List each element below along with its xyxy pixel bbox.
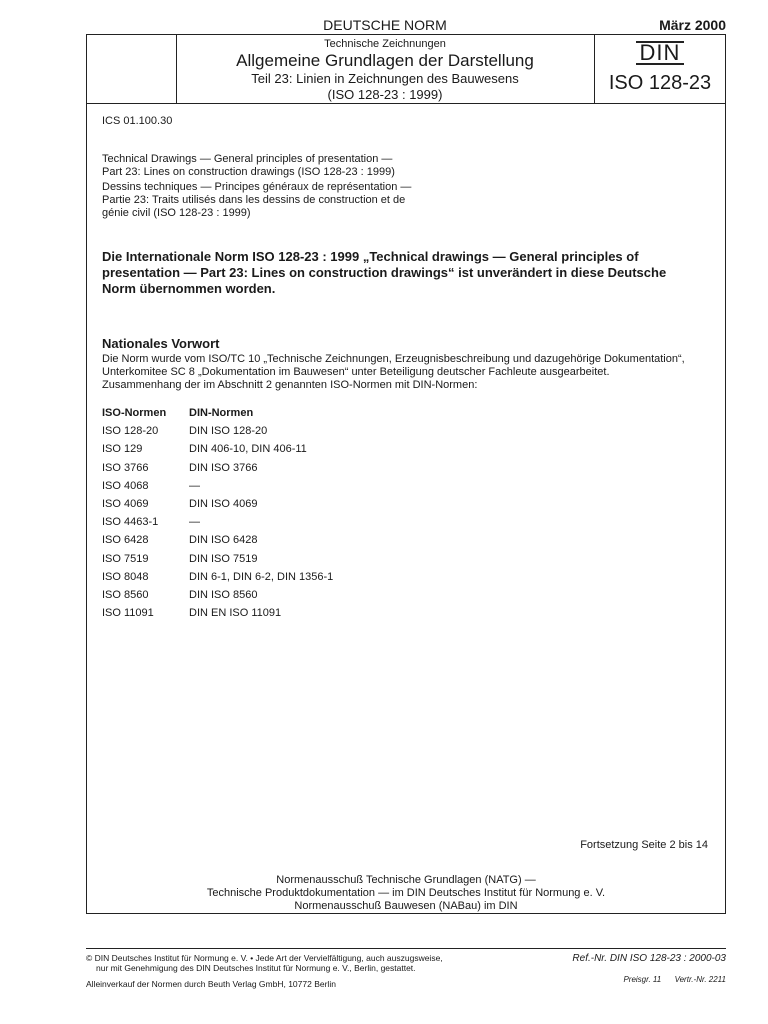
table-row — [102, 516, 333, 534]
committee-line: Technische Produktdokumentation — im DIN Deutsches Institut für Normung e. V. — [206, 887, 606, 899]
din-cell: DIN EN ISO 11091 — [189, 607, 282, 620]
foreword-line: Zusammenhang der im Abschnitt 2 genannten ISO-Normen mit DIN-Normen: — [102, 379, 478, 391]
title-block — [176, 38, 594, 103]
copyright-line: nur mit Genehmigung des DIN Deutsches Institut für Normung e. V., Berlin, gestattet. — [96, 963, 416, 973]
din-cell: — — [189, 479, 200, 492]
reference-number: Ref.-Nr. DIN ISO 128-23 : 2000-03 — [572, 953, 726, 964]
din-cell: — — [189, 516, 200, 529]
french-title-line: Partie 23: Traits utilisés dans les dessins de construction et de — [102, 194, 406, 206]
committee-line: Normenausschuß Technische Grundlagen (NATG) — — [276, 874, 536, 886]
adoption-statement-line: presentation — Part 23: Lines on construction drawings“ ist unverändert in diese Deutsche — [102, 265, 667, 280]
title-left-cell — [86, 34, 177, 104]
table-row — [102, 553, 333, 571]
french-title — [102, 181, 522, 220]
french-title-line: Dessins techniques — Principes généraux de représentation — — [102, 181, 412, 193]
din-cell: DIN ISO 6428 — [189, 534, 258, 547]
title-bottom-divider — [86, 103, 726, 104]
din-cell: DIN ISO 8560 — [189, 588, 258, 601]
foreword-line: Die Norm wurde vom ISO/TC 10 „Technische Zeichnungen, Erzeugnisbeschreibung und dazugehörige Dokumentation“, — [102, 353, 685, 365]
english-title — [102, 153, 522, 179]
publication-date: März 2000 — [659, 17, 726, 33]
iso-cell: ISO 8048 — [102, 570, 149, 583]
iso-cell: ISO 4463-1 — [102, 516, 159, 529]
iso-cell: ISO 8560 — [102, 588, 149, 601]
foreword-line: Unterkomitee SC 8 „Dokumentation im Bauwesen“ unter Beteiligung deutscher Fachleute ausgearbeitet. — [102, 366, 610, 378]
iso-cell: ISO 6428 — [102, 534, 149, 547]
iso-din-correspondence-table — [102, 407, 333, 625]
din-logo — [610, 40, 710, 66]
iso-cell: ISO 4068 — [102, 479, 149, 492]
table-header-row — [102, 407, 333, 425]
din-cell: DIN ISO 3766 — [189, 461, 258, 474]
table-row — [102, 480, 333, 498]
table-row — [102, 443, 333, 461]
document-iso-reference: (ISO 128-23 : 1999) — [327, 87, 443, 102]
norm-type-label: DEUTSCHE NORM — [323, 17, 447, 33]
distribution-note: Alleinverkauf der Normen durch Beuth Verlag GmbH, 10772 Berlin — [86, 979, 336, 989]
english-title-line: Technical Drawings — General principles of presentation — — [102, 153, 393, 165]
table-row — [102, 607, 333, 625]
iso-cell: ISO 3766 — [102, 461, 149, 474]
table-row — [102, 462, 333, 480]
iso-cell: ISO 7519 — [102, 552, 149, 565]
din-number: ISO 128-23 — [608, 72, 712, 94]
din-logo-text: DIN — [636, 41, 685, 65]
table-row — [102, 589, 333, 607]
table-row — [102, 498, 333, 516]
din-cell: DIN 6-1, DIN 6-2, DIN 1356-1 — [189, 570, 334, 583]
table-row — [102, 534, 333, 552]
adoption-statement-line: Norm übernommen worden. — [102, 281, 276, 296]
foreword-text — [102, 353, 722, 392]
copyright-notice — [86, 953, 506, 973]
iso-cell: ISO 4069 — [102, 497, 149, 510]
iso-cell: ISO 129 — [102, 443, 143, 456]
din-cell: DIN ISO 128-20 — [189, 425, 268, 438]
din-cell: DIN ISO 7519 — [189, 552, 258, 565]
continuation-note: Fortsetzung Seite 2 bis 14 — [580, 839, 708, 851]
english-title-line: Part 23: Lines on construction drawings (ISO 128-23 : 1999) — [102, 166, 395, 178]
committee-info — [86, 874, 726, 913]
french-title-line: génie civil (ISO 128-23 : 1999) — [102, 207, 251, 219]
copyright-line: © DIN Deutsches Institut für Normung e. V. • Jede Art der Vervielfältigung, auch auszugsweise, — [86, 953, 443, 963]
document-title: Allgemeine Grundlagen der Darstellung — [236, 51, 534, 70]
footer-divider — [86, 948, 726, 949]
din-cell: DIN 406-10, DIN 406-11 — [189, 443, 307, 456]
column-header-din: DIN-Normen — [189, 407, 254, 419]
adoption-statement — [102, 249, 722, 297]
column-header-iso: ISO-Normen — [102, 407, 167, 419]
table-row — [102, 425, 333, 443]
title-category: Technische Zeichnungen — [324, 38, 446, 50]
price-group: Preisgr. 11 Vertr.-Nr. 2211 — [623, 975, 726, 984]
ics-code: ICS 01.100.30 — [102, 115, 173, 127]
foreword-heading: Nationales Vorwort — [102, 336, 220, 351]
iso-cell: ISO 11091 — [102, 607, 154, 620]
din-cell: DIN ISO 4069 — [189, 497, 258, 510]
table-row — [102, 571, 333, 589]
iso-cell: ISO 128-20 — [102, 425, 159, 438]
document-part-title: Teil 23: Linien in Zeichnungen des Bauwesens — [251, 71, 519, 86]
adoption-statement-line: Die Internationale Norm ISO 128-23 : 1999 „Technical drawings — General principles of — [102, 249, 639, 264]
committee-line: Normenausschuß Bauwesen (NABau) im DIN — [294, 900, 518, 912]
